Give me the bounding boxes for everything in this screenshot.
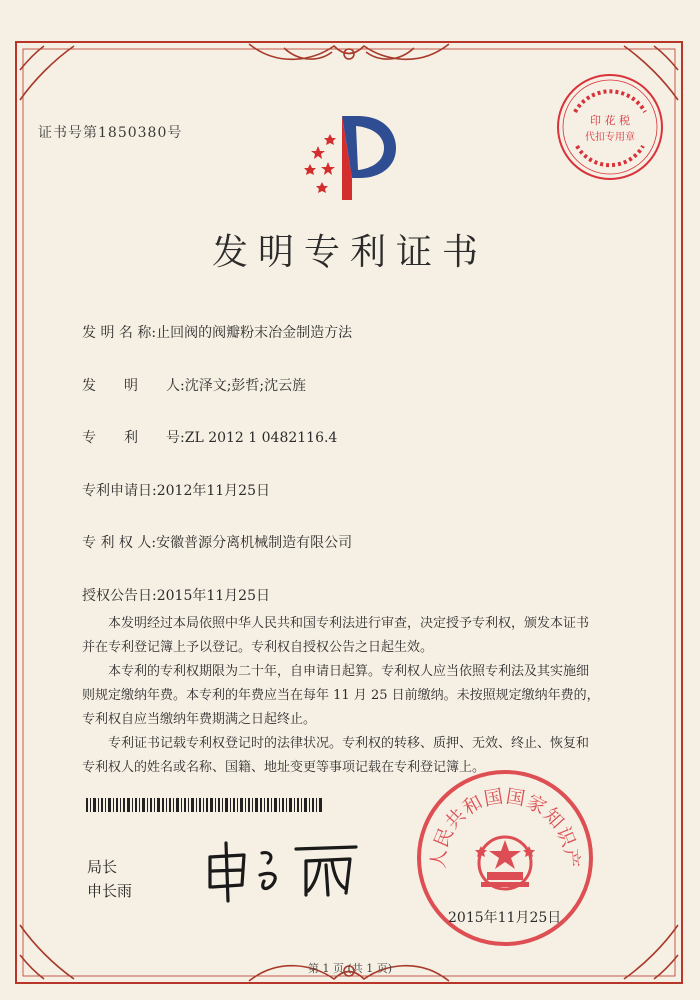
patentee-value: 安徽普源分离机械制造有限公司 [156,535,353,551]
body-line: 专利权自应当缴纳年费期满之日起终止。 [82,712,317,727]
application-date-label: 专利申请日: [82,483,157,499]
patent-no-value: ZL 2012 1 0482116.4 [184,430,338,446]
body-line: 本发明经过本局依照中华人民共和国专利法进行审查，决定授予专利权，颁发本证书 [108,616,590,631]
inventor-label: 发 明 人: [82,378,185,394]
field-invention-name [82,322,352,342]
director-name: 申长雨 [87,882,133,900]
patent-office-logo-icon [300,112,410,202]
grant-date-value: 2015年11月25日 [156,588,270,604]
issue-date: 2015年11月25日 [448,910,562,926]
field-grant-date [82,585,270,605]
svg-text:中华人民共和国国家知识产权局: 人民共和国国家知识产 [427,785,583,870]
invention-name-value: 止回阀的阀瓣粉末冶金制造方法 [156,325,353,341]
patentee-label: 专 利 权 人: [82,535,157,551]
inventor-value: 沈泽文;彭哲;沈云旌 [184,378,307,394]
application-date-value: 2012年11月25日 [156,483,270,499]
grant-date-label: 授权公告日: [82,588,157,604]
field-inventor [82,375,306,395]
signature [200,835,370,905]
body-line: 则规定缴纳年费。本专利的年费应当在每年 11 月 25 日前缴纳。未按照规定缴纳年费的， [82,688,600,703]
barcode [86,797,322,811]
svg-text:印 花 税: 印 花 税 [590,114,630,127]
certificate-title: 发明专利证书 [211,232,488,273]
invention-name-label: 发 明 名 称: [82,325,157,341]
field-application-date [82,480,270,500]
body-line: 专利证书记载专利权登记时的法律状况。专利权的转移、质押、无效、终止、恢复和 [108,736,590,751]
field-patentee [82,532,352,552]
certificate-body [82,612,622,780]
patent-no-label: 专 利 号: [82,430,185,446]
body-line: 专利权人的姓名或名称、国籍、地址变更等事项记载在专利登记簿上。 [82,760,486,775]
tax-stamp [555,72,665,182]
field-patent-no [82,427,337,447]
body-line: 本专利的专利权期限为二十年，自申请日起算。专利权人应当依照专利法及其实施细 [108,664,590,679]
page-number: 第 1 页 (共 1 页) [307,962,393,975]
certificate-number: 证书号第1850380号 [38,125,183,141]
director-title: 局长 [87,858,118,876]
body-line: 并在专利登记簿上予以登记。专利权自授权公告之日起生效。 [82,640,434,655]
svg-text:代扣专用章: 代扣专用章 [585,132,635,143]
